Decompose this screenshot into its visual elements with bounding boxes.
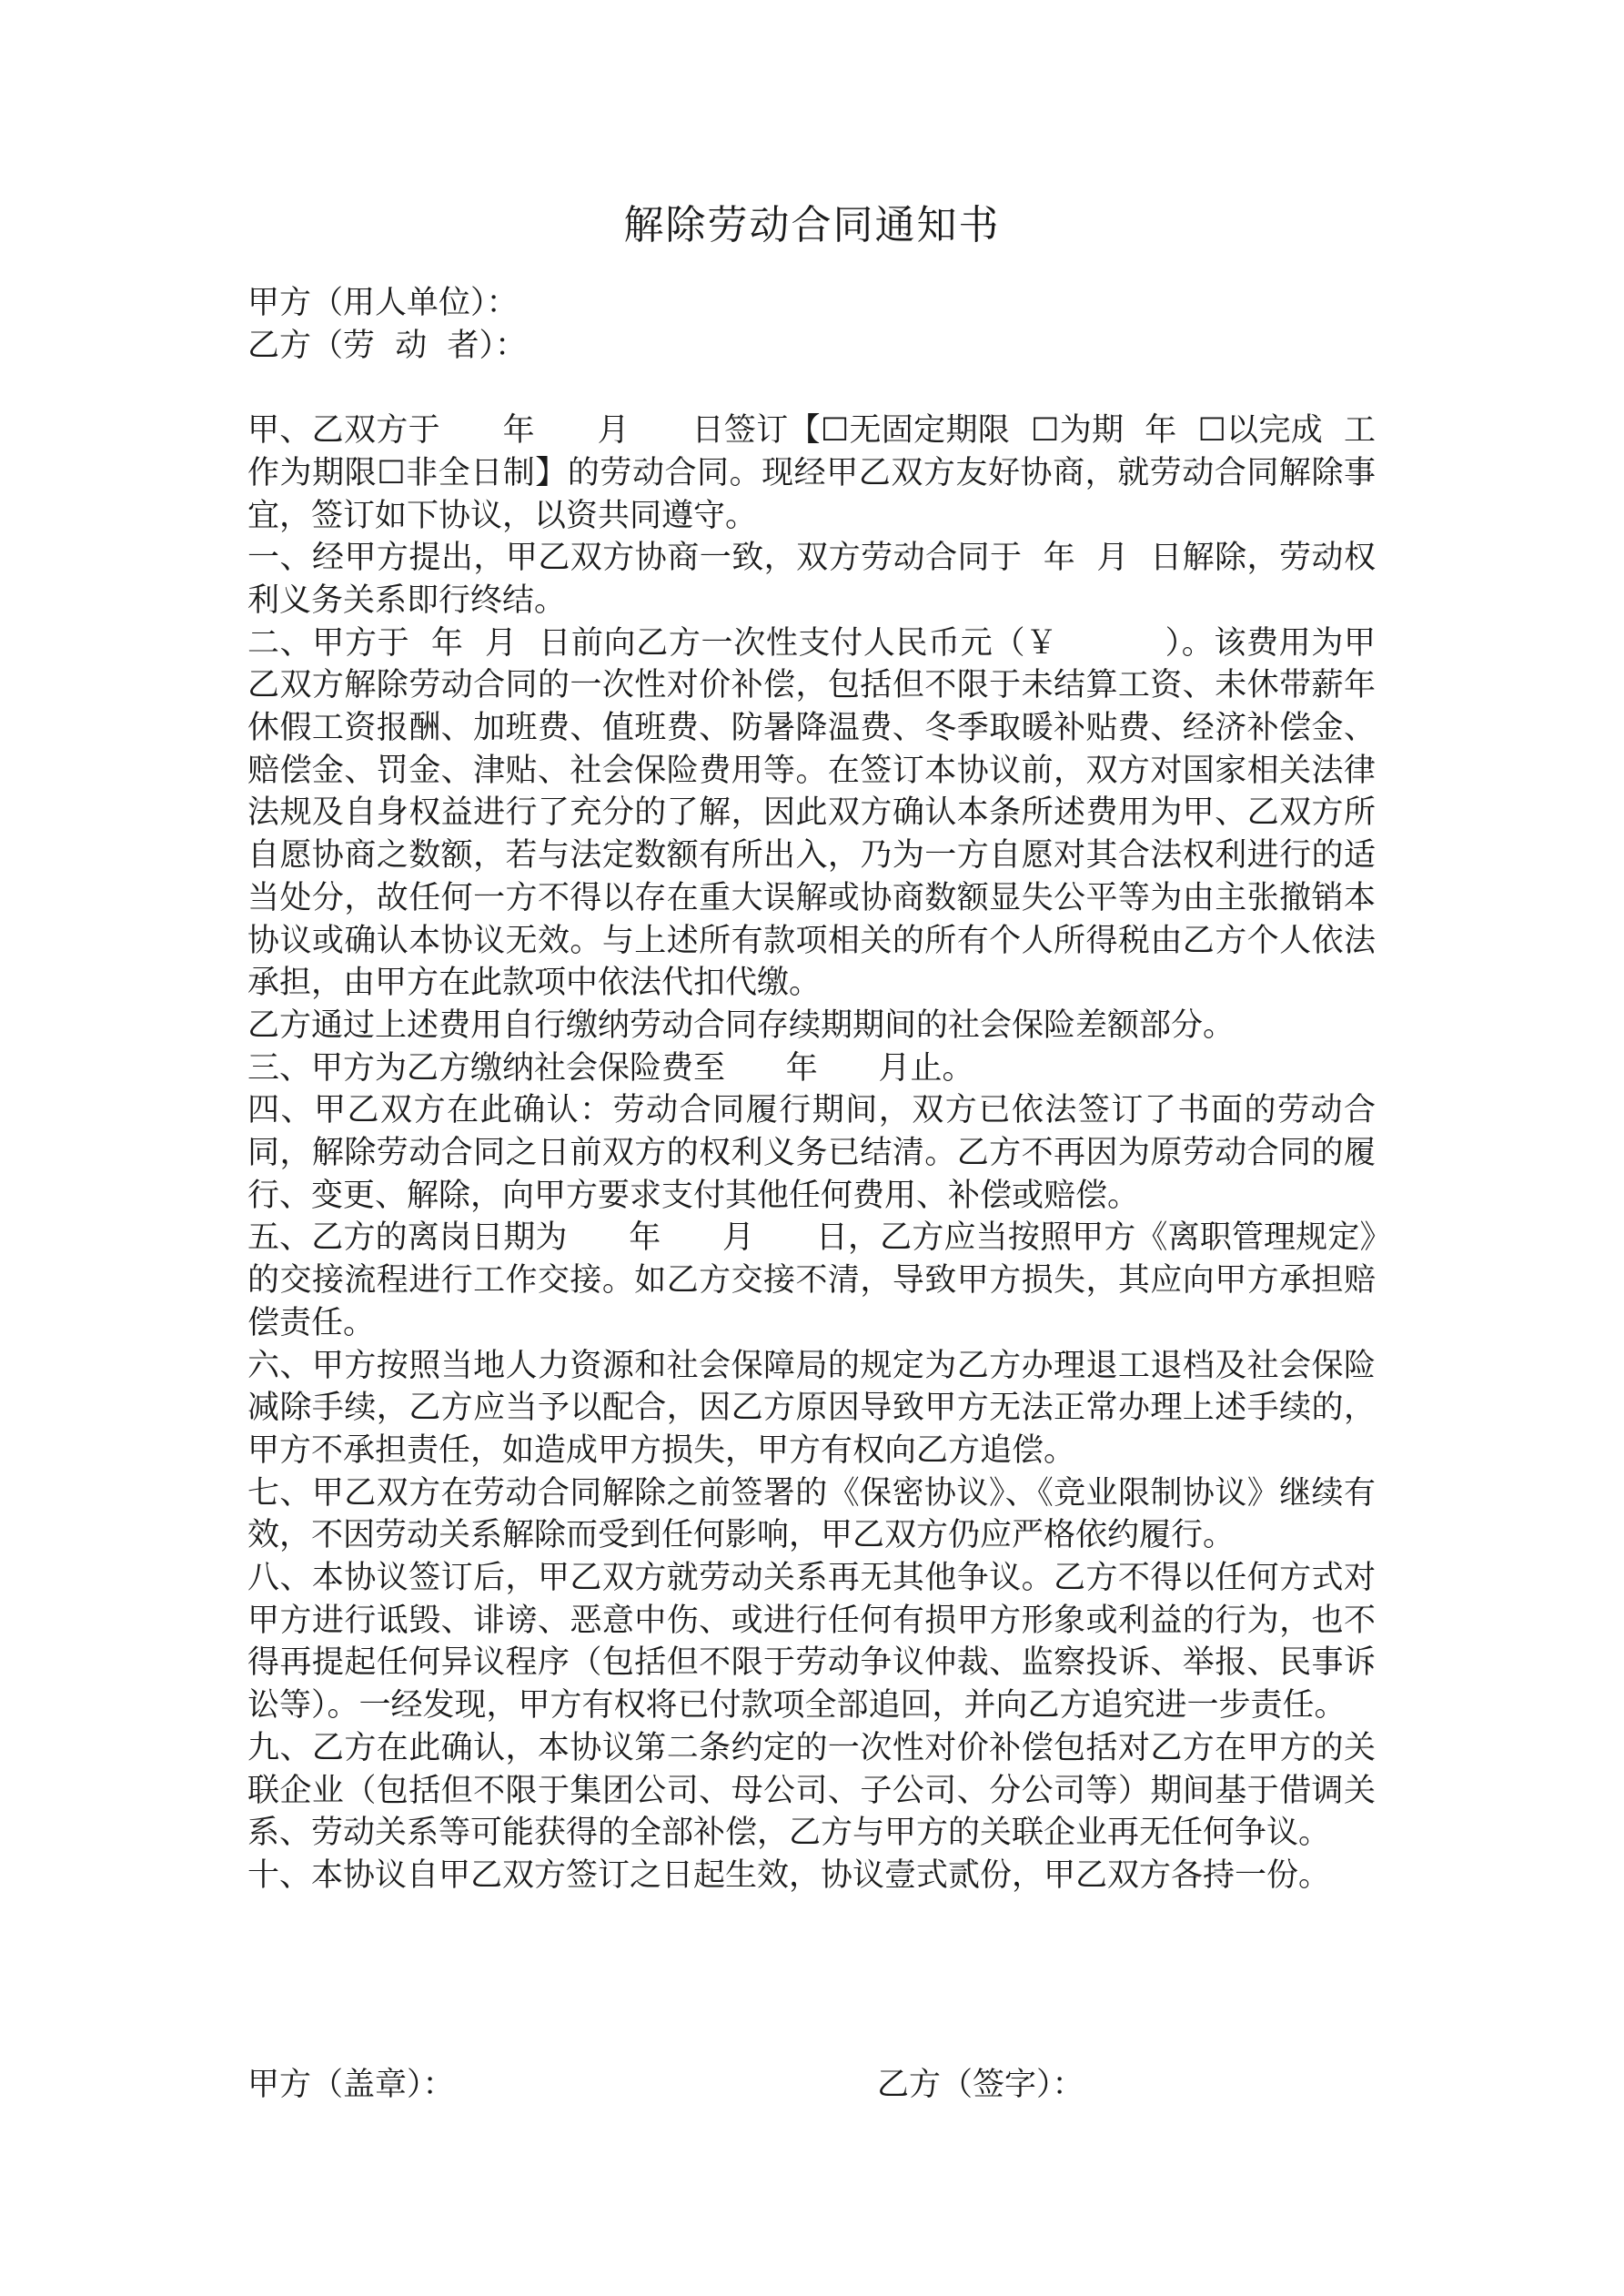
document-body xyxy=(247,282,1376,1897)
page-title: 解除劳动合同通知书 xyxy=(623,202,1001,248)
paragraph-clause-10: 十、本协议自甲乙双方签订之日起生效，协议壹式贰份，甲乙双方各持一份。 xyxy=(247,1857,1331,1894)
paragraph-clause-4: 四、甲乙双方在此确认：劳动合同履行期间，双方已依法签订了书面的劳动合同，解除劳动合同之日前双方的权利义务已结清。乙方不再因为原劳动合同的履行、变更、解除，向甲方要求支付其他任何费用、补偿或赔偿。 xyxy=(247,1092,1376,1214)
paragraph-clause-9: 九、乙方在此确认，本协议第二条约定的一次性对价补偿包括对乙方在甲方的关联企业（包括但不限于集团公司、母公司、子公司、分公司等）期间基于借调关系、劳动关系等可能获得的全部补偿，乙方与甲方的关联企业再无任何争议。 xyxy=(247,1729,1376,1852)
paragraph-clause-5: 五、乙方的离岗日期为 年 月 日，乙方应当按照甲方《离职管理规定》的交接流程进行工作交接。如乙方交接不清，导致甲方损失，其应向甲方承担赔偿责任。 xyxy=(247,1219,1376,1341)
paragraph-clause-7: 七、甲乙双方在劳动合同解除之前签署的《保密协议》、《竞业限制协议》继续有效，不因劳动关系解除而受到任何影响，甲乙双方仍应严格依约履行。 xyxy=(247,1474,1376,1554)
paragraph-social-insurance-note: 乙方通过上述费用自行缴纳劳动合同存续期期间的社会保险差额部分。 xyxy=(247,1006,1236,1044)
paragraph-clause-3: 三、甲方为乙方缴纳社会保险费至 年 月止。 xyxy=(247,1049,974,1087)
signature-party-b: 乙方（签字）： xyxy=(877,2067,1084,2103)
paragraph-clause-1: 一、经甲方提出，甲乙双方协商一致，双方劳动合同于 年 月 日解除，劳动权利义务关系即行终结。 xyxy=(247,540,1376,619)
party-b-label: 乙方（劳 动 者）： xyxy=(247,327,528,364)
spacer xyxy=(247,367,1376,410)
paragraph-clause-8: 八、本协议签订后，甲乙双方就劳动关系再无其他争议。乙方不得以任何方式对甲方进行诋毁、诽谤、恶意中伤、或进行任何有损甲方形象或利益的行为，也不得再提起任何异议程序（包括但不限于劳动争议仲裁、监察投诉、举报、民事诉讼等）。一经发现，甲方有权将已付款项全部追回，并向乙方追究进一步责任。 xyxy=(247,1560,1376,1725)
party-a-label: 甲方（用人单位）： xyxy=(247,285,519,321)
signature-party-a: 甲方（盖章）： xyxy=(247,2067,455,2103)
paragraph-intro: 甲、乙双方于 年 月 日签订【☐无固定期限 ☐为期 年 ☐以完成 工作为期限☐非全日制】的劳动合同。现经甲乙双方友好协商，就劳动合同解除事宜，签订如下协议，以资共同遵守。 xyxy=(247,412,1376,534)
paragraph-clause-2: 二、甲方于 年 月 日前向乙方一次性支付人民币元（￥ ）。该费用为甲乙双方解除劳动合同的一次性对价补偿，包括但不限于未结算工资、未休带薪年休假工资报酬、加班费、值班费、防暑降温费、冬季取暖补贴费、经济补偿金、赔偿金、罚金、津贴、社会保险费用等。在签订本协议前，双方对国家相关法律法规及自身权益进行了充分的了解，因此双方确认本条所述费用为甲、乙双方所自愿协商之数额，若与法定数额有所出入，乃为一方自愿对其合法权利进行的适当处分，故任何一方不得以存在重大误解或协商数额显失公平等为由主张撤销本协议或确认本协议无效。与上述所有款项相关的所有个人所得税由乙方个人依法承担，由甲方在此款项中依法代扣代缴。 xyxy=(247,624,1376,1002)
paragraph-clause-6: 六、甲方按照当地人力资源和社会保障局的规定为乙方办理退工退档及社会保险减除手续，乙方应当予以配合，因乙方原因导致甲方无法正常办理上述手续的，甲方不承担责任，如造成甲方损失，甲方有权向乙方追偿。 xyxy=(247,1347,1376,1469)
